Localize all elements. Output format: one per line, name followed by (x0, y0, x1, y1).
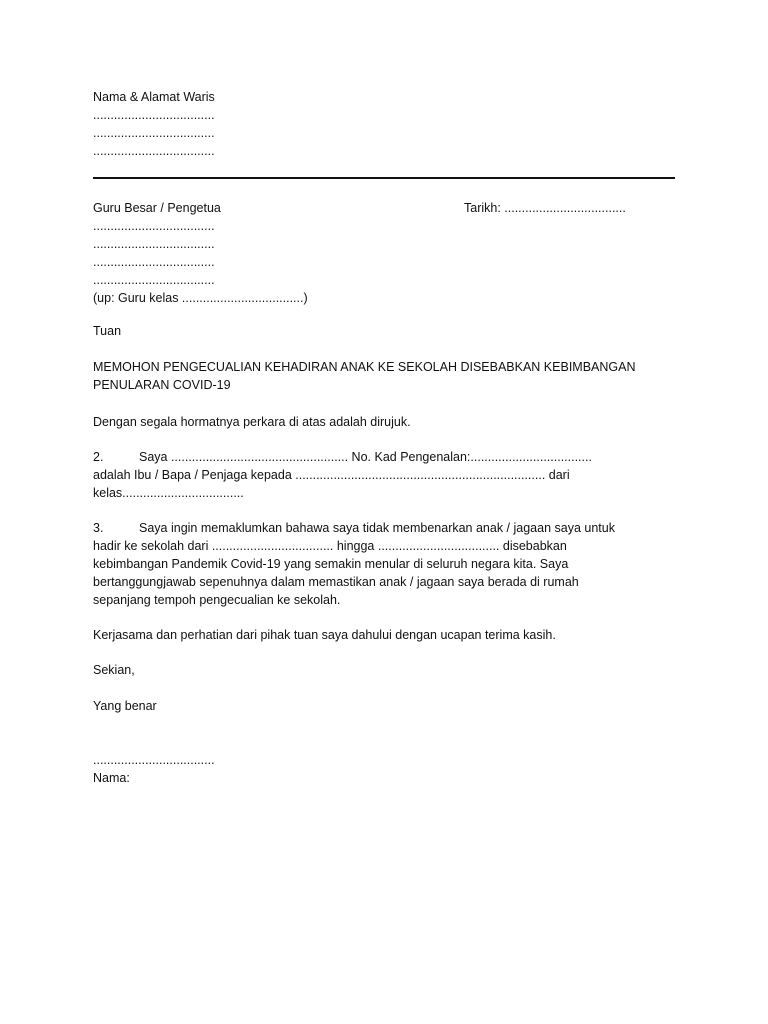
paragraph-3-line-1 (93, 519, 663, 537)
thanks-paragraph: Kerjasama dan perhatian dari pihak tuan saya dahului dengan ucapan terima kasih. (93, 628, 556, 642)
paragraph-2-line-2: adalah Ibu / Bapa / Penjaga kepada ........................................................................ dari (93, 468, 570, 482)
sender-line-1: ................................... (93, 108, 215, 122)
paragraph-3 (93, 519, 663, 609)
recipient-line-2: ................................... (93, 237, 215, 251)
recipient-line-4: ................................... (93, 273, 215, 287)
name-label: Nama: (93, 771, 130, 785)
salutation: Tuan (93, 324, 122, 338)
paragraph-2-text-1: Saya ................................................... No. Kad Pengenalan:................................... (139, 450, 592, 464)
sender-title: Nama & Alamat Waris (93, 90, 215, 104)
signature-line: ................................... (93, 753, 215, 767)
recipient-line-1: ................................... (93, 219, 215, 233)
recipient-title: Guru Besar / Pengetua (93, 201, 221, 215)
paragraph-3-line-2: hadir ke sekolah dari ................................... hingga ................................... disebabkan (93, 539, 567, 553)
subject-line-2: PENULARAN COVID-19 (93, 378, 231, 392)
recipient-block (93, 199, 308, 307)
recipient-line-3: ................................... (93, 255, 215, 269)
paragraph-3-line-5: sepanjang tempoh pengecualian ke sekolah. (93, 593, 341, 607)
paragraph-2 (93, 448, 663, 502)
paragraph-3-number: 3. (93, 521, 104, 535)
subject-line-1: MEMOHON PENGECUALIAN KEHADIRAN ANAK KE SEKOLAH DISEBABKAN KEBIMBANGAN (93, 360, 636, 374)
signoff: Yang benar (93, 699, 157, 713)
paragraph-3-line-4: bertanggungjawab sepenuhnya dalam memastikan anak / jagaan saya berada di rumah (93, 575, 579, 589)
signature-block (93, 751, 215, 787)
sender-line-2: ................................... (93, 126, 215, 140)
paragraph-3-text-1: Saya ingin memaklumkan bahawa saya tidak membenarkan anak / jagaan saya untuk (139, 521, 615, 535)
paragraph-3-line-3: kebimbangan Pandemik Covid-19 yang semakin menular di seluruh negara kita. Saya (93, 557, 569, 571)
paragraph-2-number: 2. (93, 450, 104, 464)
header-divider (93, 177, 675, 179)
attention-line: (up: Guru kelas ...................................) (93, 291, 308, 305)
subject-heading (93, 358, 636, 394)
sender-block (93, 88, 215, 160)
sender-line-3: ................................... (93, 144, 215, 158)
intro-paragraph: Dengan segala hormatnya perkara di atas adalah dirujuk. (93, 415, 411, 429)
paragraph-2-line-3: kelas................................... (93, 486, 244, 500)
date-field: Tarikh: ................................... (464, 201, 626, 215)
paragraph-2-line-1 (93, 448, 663, 466)
closing: Sekian, (93, 663, 135, 677)
